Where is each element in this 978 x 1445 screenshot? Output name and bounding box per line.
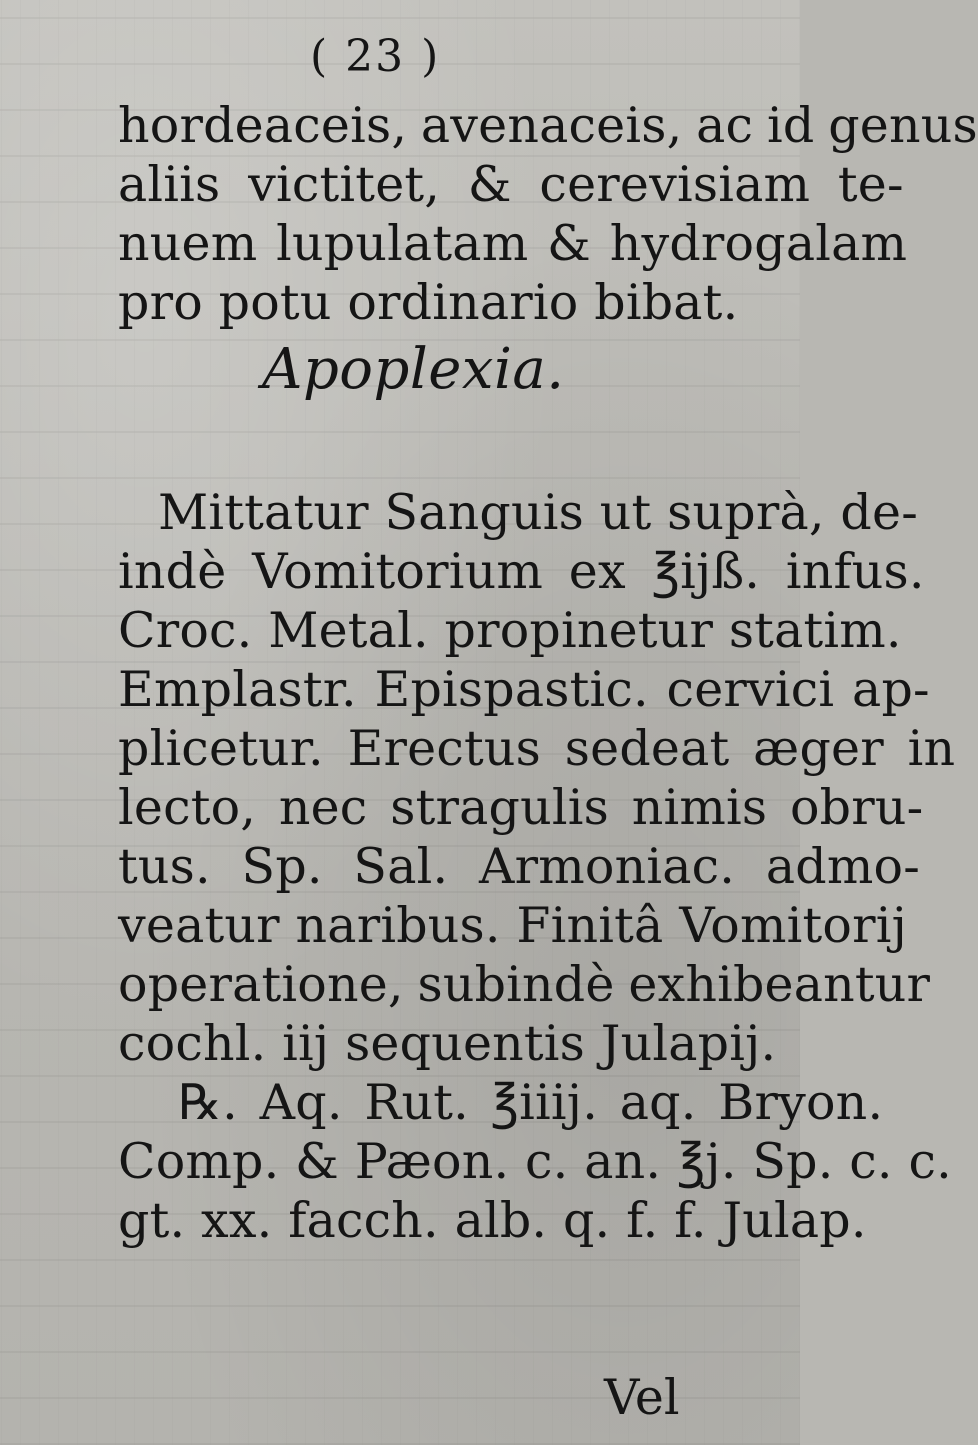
text-line: indè Vomitorium ex ℥ijß. infus. <box>118 543 925 600</box>
text-line: plicetur. Erectus sedeat æger in <box>118 720 956 777</box>
text-line: cochl. iij sequentis Julapij. <box>118 1015 777 1072</box>
text-line: tus. Sp. Sal. Armoniac. admo- <box>118 838 920 895</box>
text-line: gt. xx. facch. alb. q. f. f. Julap. <box>118 1192 867 1249</box>
catchword: Vel <box>604 1369 680 1426</box>
text-line: operatione, subindè exhibeantur <box>118 956 931 1013</box>
text-line: Emplastr. Epispastic. cervici ap- <box>118 661 930 718</box>
text-line: nuem lupulatam & hydrogalam <box>118 215 908 272</box>
text-line: veatur naribus. Finitâ Vomitorij <box>118 897 908 954</box>
text-line: Croc. Metal. propinetur statim. <box>118 602 902 659</box>
section-heading: Apoplexia. <box>262 337 565 402</box>
page-number: ( 23 ) <box>310 31 441 82</box>
text-line: hordeaceis, avenaceis, ac id genus <box>118 97 978 154</box>
text-line: aliis victitet, & cerevisiam te- <box>118 156 904 213</box>
text-line: lecto, nec stragulis nimis obru- <box>118 779 924 836</box>
text-line: Comp. & Pæon. c. an. ℥j. Sp. c. c. <box>118 1133 952 1190</box>
text-line: ℞. Aq. Rut. ℥iiij. aq. Bryon. <box>178 1074 884 1131</box>
text-line: Mittatur Sanguis ut suprà, de- <box>158 484 918 541</box>
text-line: pro potu ordinario bibat. <box>118 274 739 331</box>
